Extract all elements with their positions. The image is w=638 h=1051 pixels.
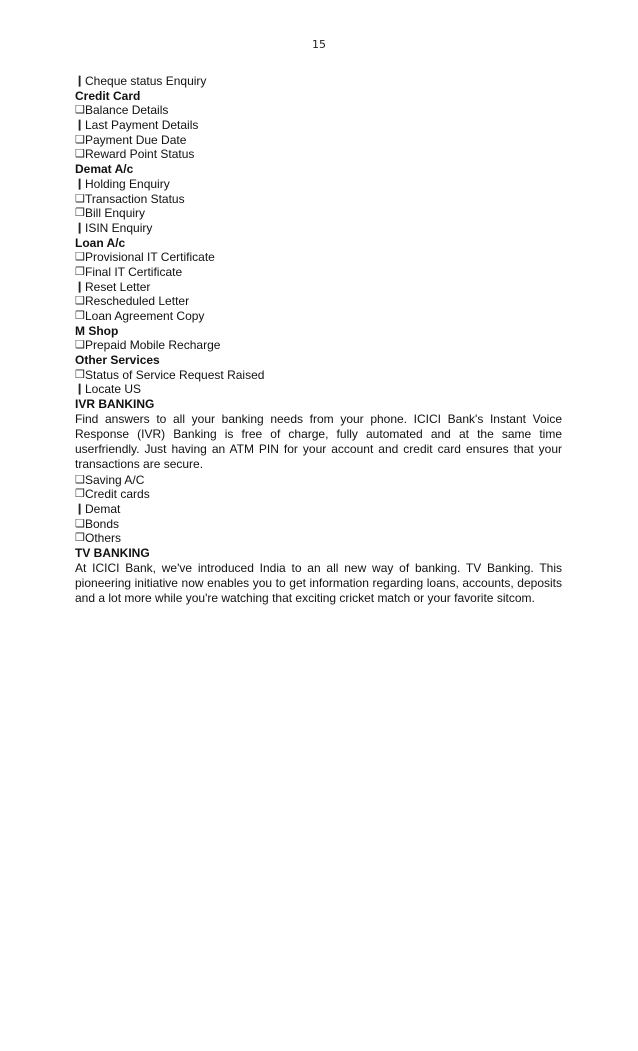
bullet-icon: ❒ [75, 368, 85, 381]
list-item [75, 206, 562, 221]
section-heading-other-services: Other Services [75, 353, 160, 368]
list-item-label: Cheque status Enquiry [85, 74, 207, 88]
bullet-icon: ❏ [75, 133, 85, 146]
bullet-icon: ❒ [75, 265, 85, 278]
list-item-label: Balance Details [85, 103, 169, 118]
bullet-icon: ❑ [75, 104, 85, 117]
list-item [75, 192, 562, 207]
list-item-label: Final IT Certificate [85, 264, 183, 279]
list-item-label: Others [85, 531, 122, 546]
list-item-label: Credit cards [85, 487, 150, 502]
list-item-label: Saving A/C [85, 472, 145, 487]
list-item-label: Reset Letter [85, 279, 151, 294]
list-item [75, 382, 562, 397]
paragraph-line: pioneering initiative now enables you to get information regarding loans, accounts, deposits [75, 575, 562, 590]
bullet-icon: ❒ [75, 532, 85, 545]
section-heading-demat: Demat A/c [75, 162, 134, 177]
bullet-icon: ❑ [75, 251, 85, 264]
list-item [75, 74, 562, 89]
list-item [75, 103, 562, 118]
list-item [75, 221, 562, 236]
section-heading-ivr-banking: IVR BANKING [75, 397, 155, 412]
list-item [75, 309, 562, 324]
document-body [75, 74, 562, 606]
paragraph-line: and a lot more while you're watching that exciting cricket match or your favorite sitcom. [75, 591, 535, 606]
list-item [75, 118, 562, 133]
list-item-label: Transaction Status [85, 191, 185, 206]
list-item [75, 338, 562, 353]
list-item [75, 250, 562, 265]
list-item-label: Payment Due Date [85, 132, 187, 147]
bullet-icon: ❙ [75, 280, 85, 293]
list-item-label: Holding Enquiry [85, 176, 170, 191]
section-heading-tv-banking: TV BANKING [75, 546, 150, 561]
bullet-icon: ❏ [75, 517, 85, 530]
list-item-label: Bonds [85, 516, 120, 531]
bullet-icon: ❙ [75, 503, 85, 515]
section-heading-loan: Loan A/c [75, 235, 126, 250]
bullet-icon: ❒ [75, 207, 85, 220]
list-item-label: Locate US [85, 382, 142, 397]
list-item [75, 294, 562, 309]
bullet-icon: ❙ [75, 177, 85, 190]
list-item [75, 177, 562, 192]
section-heading-m-shop: M Shop [75, 323, 119, 338]
list-item-label: Status of Service Request Raised [85, 367, 265, 382]
list-item-label: Reward Point Status [85, 147, 195, 162]
list-item-label: ISIN Enquiry [85, 220, 153, 235]
list-item-label: Rescheduled Letter [85, 294, 190, 309]
list-item-label: Bill Enquiry [85, 206, 146, 221]
list-item-label: Provisional IT Certificate [85, 250, 215, 265]
bullet-icon: ❙ [75, 221, 85, 234]
list-item [75, 265, 562, 280]
list-item-label: Last Payment Details [85, 118, 199, 133]
paragraph-line: Find answers to all your banking needs from your phone. ICICI Bank's Instant Voice [75, 411, 562, 426]
bullet-icon: ❒ [75, 310, 85, 322]
list-item-label: Prepaid Mobile Recharge [85, 338, 221, 353]
list-item [75, 473, 562, 488]
bullet-icon: ❙ [75, 75, 85, 87]
list-item [75, 502, 562, 517]
list-item [75, 147, 562, 162]
bullet-icon: ❙ [75, 383, 85, 396]
bullet-icon: ❑ [75, 148, 85, 161]
tv-paragraph [75, 561, 562, 607]
bullet-icon: ❑ [75, 473, 85, 486]
page-number: 15 [312, 38, 326, 51]
bullet-icon: ❏ [75, 192, 85, 205]
bullet-icon: ❏ [75, 339, 85, 352]
paragraph-line: transactions are secure. [75, 457, 204, 472]
list-item [75, 517, 562, 532]
list-item [75, 487, 562, 502]
bullet-icon: ❙ [75, 119, 85, 132]
list-item [75, 280, 562, 295]
bullet-icon: ❑ [75, 295, 85, 308]
ivr-paragraph [75, 412, 562, 473]
list-item-label: Loan Agreement Copy [85, 309, 205, 323]
bullet-icon: ❒ [75, 488, 85, 501]
list-item-label: Demat [85, 502, 121, 516]
section-heading-credit-card: Credit Card [75, 88, 141, 103]
list-item [75, 368, 562, 383]
list-item [75, 531, 562, 546]
paragraph-line: userfriendly. Just having an ATM PIN for your account and credit card ensures that your [75, 442, 562, 457]
list-item [75, 133, 562, 148]
paragraph-line: At ICICI Bank, we've introduced India to an all new way of banking. TV Banking. This [75, 560, 562, 575]
paragraph-line: Response (IVR) Banking is free of charge, fully automated and at the same time [75, 427, 562, 442]
